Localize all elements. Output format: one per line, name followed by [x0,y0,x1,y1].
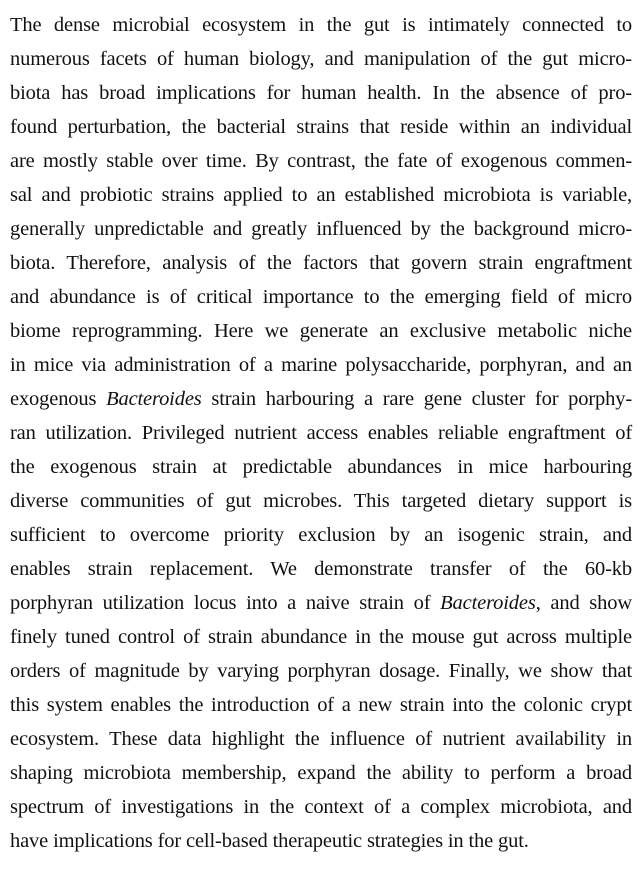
text-segment: biota. Therefore, analysis of the factors that govern strain engraftment [10,252,632,274]
text-line [10,756,632,790]
text-segment: and abundance is of critical importance to the emerging field of micro [10,286,632,308]
text-segment: biome reprogramming. Here we generate an exclusive metabolic niche [10,320,632,342]
text-segment: numerous facets of human biology, and manipulation of the gut micro- [10,48,632,70]
text-line [10,654,632,688]
text-segment: found perturbation, the bacterial strains that reside within an individual [10,116,632,138]
text-segment: sufficient to overcome priority exclusion by an isogenic strain, and [10,524,632,546]
text-line [10,178,632,212]
text-segment: , and show [535,592,632,614]
text-line [10,280,632,314]
text-line [10,552,632,586]
text-line [10,620,632,654]
text-segment: ran utilization. Privileged nutrient access enables reliable engraftment of [10,422,632,444]
text-segment: are mostly stable over time. By contrast, the fate of exogenous commen- [10,150,632,172]
text-line [10,42,632,76]
text-line [10,382,632,416]
text-segment: shaping microbiota membership, expand the ability to perform a broad [10,762,632,784]
text-line [10,212,632,246]
text-line [10,790,632,824]
text-segment: ecosystem. These data highlight the influence of nutrient availability in [10,728,632,750]
text-segment: biota has broad implications for human health. In the absence of pro- [10,82,632,104]
text-segment: strain harbouring a rare gene cluster for porphy- [201,388,632,410]
text-segment: porphyran utilization locus into a naive strain of [10,592,441,614]
text-line [10,144,632,178]
italic-species-name: Bacteroides [440,592,536,614]
text-line [10,416,632,450]
text-line [10,314,632,348]
text-segment: in mice via administration of a marine polysaccharide, porphyran, and an [10,354,632,376]
text-segment: this system enables the introduction of a new strain into the colonic crypt [10,694,632,716]
text-segment: enables strain replacement. We demonstrate transfer of the 60-kb [10,558,632,580]
text-segment: orders of magnitude by varying porphyran dosage. Finally, we show that [10,660,632,682]
text-segment: the exogenous strain at predictable abundances in mice harbouring [10,456,632,478]
abstract-paragraph [10,8,632,858]
text-segment: generally unpredictable and greatly influenced by the background micro- [10,218,632,240]
text-line [10,722,632,756]
text-segment: spectrum of investigations in the context of a complex microbiota, and [10,796,632,818]
text-line [10,518,632,552]
text-segment: sal and probiotic strains applied to an established microbiota is variable, [10,184,632,206]
text-segment: finely tuned control of strain abundance in the mouse gut across multiple [10,626,632,648]
text-line [10,246,632,280]
text-line [10,688,632,722]
text-segment: have implications for cell-based therapeutic strategies in the gut. [10,830,529,852]
text-line [10,110,632,144]
text-line [10,484,632,518]
text-line [10,586,632,620]
italic-species-name: Bacteroides [106,388,202,410]
text-line [10,824,632,858]
text-line [10,450,632,484]
text-segment: diverse communities of gut microbes. This targeted dietary support is [10,490,632,512]
text-line [10,8,632,42]
text-segment: The dense microbial ecosystem in the gut is intimately connected to [10,14,632,36]
text-line [10,348,632,382]
text-line [10,76,632,110]
text-segment: exogenous [10,388,107,410]
